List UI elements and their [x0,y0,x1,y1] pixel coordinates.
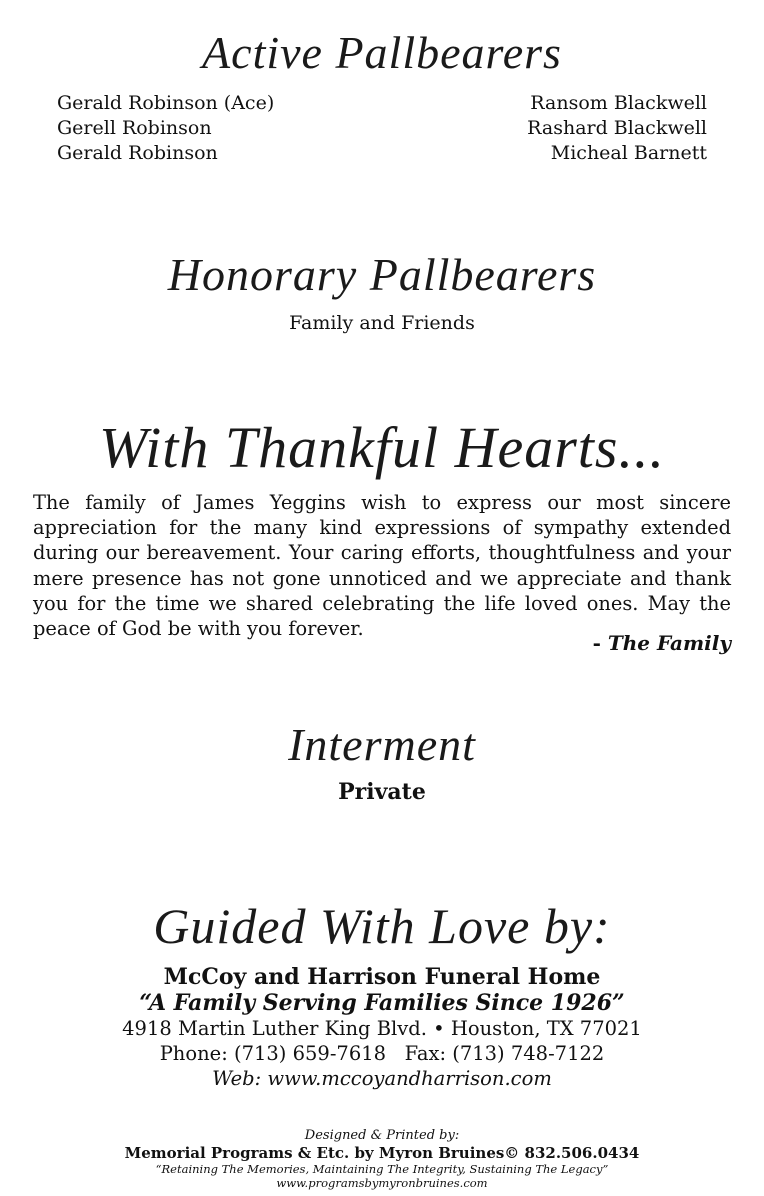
interment-text: Private [338,779,426,805]
active-pallbearers-right-column [527,91,707,166]
designer-company: Memorial Programs & Etc. by Myron Bruines© 832.506.0434 [124,1144,640,1162]
active-pallbearers-heading: Active Pallbearers [202,27,562,78]
funeral-home-name: McCoy and Harrison Funeral Home [163,964,601,990]
thankful-hearts-heading: With Thankful Hearts... [99,415,665,480]
designed-by-label: Designed & Printed by: [304,1128,460,1143]
pallbearer-name: Gerell Robinson [57,117,212,139]
honorary-pallbearers-heading: Honorary Pallbearers [167,249,597,300]
pallbearer-name: Gerald Robinson (Ace) [57,92,275,114]
honorary-pallbearers-text: Family and Friends [289,312,475,334]
active-pallbearers-left-column [57,91,274,166]
funeral-home-slogan: “A Family Serving Families Since 1926” [139,990,625,1016]
pallbearer-name: Micheal Barnett [550,142,707,164]
interment-heading: Interment [288,719,476,770]
thanks-paragraph: The family of James Yeggins wish to express our most sincere appreciation for the many kind expressions of sympathy extended during our bereavement. Your caring efforts, thoughtfulness and your mere presence has not gone unnoticed and we appreciate and thank you for the time we shared celebrating the life loved ones. May the peace of God be with you forever. [33,491,731,641]
designer-tagline: “Retaining The Memories, Maintaining The Integrity, Sustaining The Legacy” [155,1162,609,1176]
funeral-home-address: 4918 Martin Luther King Blvd. • Houston, TX 77021 [122,1017,642,1040]
designer-website: www.programsbymyronbruines.com [276,1176,488,1190]
pallbearer-name: Rashard Blackwell [527,117,707,139]
guided-with-love-heading: Guided With Love by: [153,898,611,954]
pallbearer-name: Ransom Blackwell [530,92,707,114]
family-signature: - The Family [592,631,731,655]
pallbearer-name: Gerald Robinson [57,142,218,164]
funeral-home-website: Web: www.mccoyandharrison.com [212,1067,552,1090]
funeral-home-phone: Phone: (713) 659-7618 Fax: (713) 748-7122 [159,1042,605,1065]
